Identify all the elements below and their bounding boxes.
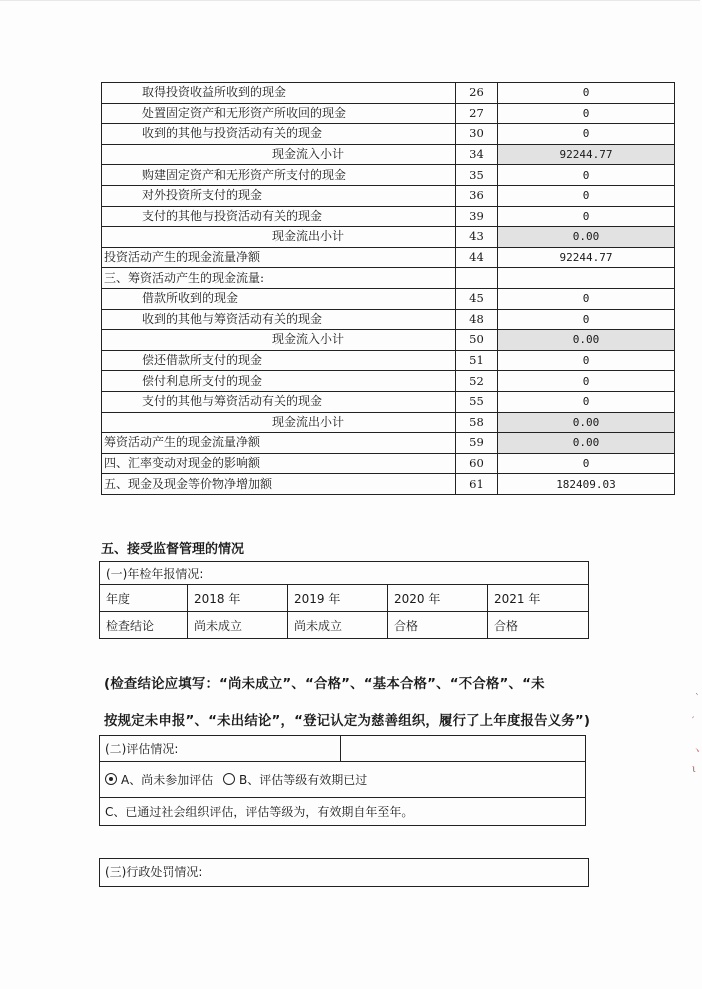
margin-mark: ′: [692, 716, 695, 727]
cash-flow-amount: [498, 268, 675, 289]
cash-flow-row: [102, 453, 675, 474]
cash-flow-item-label: 取得投资收益所收到的现金: [102, 83, 456, 104]
evaluation-options: [100, 762, 586, 798]
year-cell: 2020 年: [388, 585, 488, 612]
cash-flow-row-number: 59: [456, 433, 498, 454]
cash-flow-row: [102, 247, 675, 268]
result-cell: 合格: [388, 612, 488, 639]
cash-flow-amount: 182409.03: [498, 474, 675, 495]
cash-flow-amount: 0: [498, 288, 675, 309]
evaluation-heading: (二)评估情况:: [100, 736, 341, 762]
cash-flow-row-number: 48: [456, 309, 498, 330]
cash-flow-amount: 0: [498, 206, 675, 227]
result-label: 检查结论: [100, 612, 188, 639]
cash-flow-item-label: 对外投资所支付的现金: [102, 185, 456, 206]
cash-flow-item-label: 四、汇率变动对现金的影响额: [102, 453, 456, 474]
cash-flow-item-label: 支付的其他与投资活动有关的现金: [102, 206, 456, 227]
cash-flow-amount: 0: [498, 350, 675, 371]
cash-flow-table: [101, 82, 675, 495]
option-b-label: B、评估等级有效期已过: [239, 773, 368, 787]
annual-inspection-heading: (一)年检年报情况:: [100, 562, 589, 585]
cash-flow-row: [102, 350, 675, 371]
cash-flow-row-number: 61: [456, 474, 498, 495]
cash-flow-item-label: 偿付利息所支付的现金: [102, 371, 456, 392]
margin-mark: ｀: [692, 694, 702, 705]
cash-flow-amount: 0: [498, 371, 675, 392]
margin-mark: ι: [692, 764, 696, 775]
option-a-label: A、尚未参加评估: [121, 773, 214, 787]
cash-flow-row-number: 58: [456, 412, 498, 433]
cash-flow-row-number: 52: [456, 371, 498, 392]
cash-flow-amount: 0.00: [498, 227, 675, 248]
year-label: 年度: [100, 585, 188, 612]
cash-flow-item-label: 筹资活动产生的现金流量净额: [102, 433, 456, 454]
cash-flow-item-label: 现金流出小计: [102, 227, 456, 248]
cash-flow-row-number: 36: [456, 185, 498, 206]
cash-flow-row: [102, 268, 675, 289]
cash-flow-row: [102, 391, 675, 412]
cash-flow-item-label: 购建固定资产和无形资产所支付的现金: [102, 165, 456, 186]
cash-flow-amount: 0: [498, 83, 675, 104]
page-top-edge: [0, 0, 700, 1]
cash-flow-row: [102, 124, 675, 145]
result-cell: 合格: [488, 612, 589, 639]
cash-flow-amount: 0: [498, 103, 675, 124]
inspection-note-line-1: (检查结论应填写：“尚未成立”、“合格”、“基本合格”、“不合格”、“未: [104, 677, 545, 692]
cash-flow-amount: 0.00: [498, 330, 675, 351]
cash-flow-item-label: 偿还借款所支付的现金: [102, 350, 456, 371]
cash-flow-item-label: 借款所收到的现金: [102, 288, 456, 309]
cash-flow-row-number: 60: [456, 453, 498, 474]
cash-flow-row: [102, 165, 675, 186]
cash-flow-amount: 0: [498, 391, 675, 412]
cash-flow-row-number: 35: [456, 165, 498, 186]
cash-flow-row-number: 51: [456, 350, 498, 371]
cash-flow-row: [102, 330, 675, 351]
cash-flow-row: [102, 288, 675, 309]
cash-flow-amount: 92244.77: [498, 144, 675, 165]
penalty-heading: (三)行政处罚情况:: [105, 865, 203, 879]
cash-flow-row: [102, 206, 675, 227]
evaluation-option-c: C、已通过社会组织评估，评估等级为，有效期自年至年。: [100, 798, 586, 826]
cash-flow-row-number: 44: [456, 247, 498, 268]
cash-flow-row: [102, 83, 675, 104]
cash-flow-amount: 0: [498, 165, 675, 186]
cash-flow-amount: 0.00: [498, 412, 675, 433]
cash-flow-amount: 0: [498, 309, 675, 330]
cash-flow-row: [102, 103, 675, 124]
cash-flow-row: [102, 433, 675, 454]
supervision-section-title: 五、接受监督管理的情况: [101, 542, 245, 557]
cash-flow-row-number: 50: [456, 330, 498, 351]
cash-flow-row: [102, 474, 675, 495]
cash-flow-item-label: 处置固定资产和无形资产所收回的现金: [102, 103, 456, 124]
cash-flow-row-number: 43: [456, 227, 498, 248]
cash-flow-item-label: 收到的其他与投资活动有关的现金: [102, 124, 456, 145]
cash-flow-row: [102, 371, 675, 392]
cash-flow-item-label: 投资活动产生的现金流量净额: [102, 247, 456, 268]
cash-flow-item-label: 五、现金及现金等价物净增加额: [102, 474, 456, 495]
evaluation-blank-cell: [341, 736, 586, 762]
annual-inspection-table: [99, 561, 589, 639]
cash-flow-row: [102, 412, 675, 433]
cash-flow-item-label: 三、筹资活动产生的现金流量:: [102, 268, 456, 289]
year-cell: 2021 年: [488, 585, 589, 612]
cash-flow-row-number: 55: [456, 391, 498, 412]
cash-flow-table-body: [102, 83, 675, 495]
inspection-note-line-2: 按规定未申报”、“未出结论”，“登记认定为慈善组织，履行了上年度报告义务”): [104, 714, 591, 729]
cash-flow-row-number: 30: [456, 124, 498, 145]
cash-flow-item-label: 现金流出小计: [102, 412, 456, 433]
cash-flow-row-number: [456, 268, 498, 289]
margin-mark: ヽ: [692, 746, 702, 757]
year-cell: 2018 年: [188, 585, 288, 612]
cash-flow-row-number: 39: [456, 206, 498, 227]
cash-flow-row-number: 45: [456, 288, 498, 309]
cash-flow-amount: 92244.77: [498, 247, 675, 268]
year-cell: 2019 年: [288, 585, 388, 612]
cash-flow-row: [102, 227, 675, 248]
evaluation-table: [99, 735, 586, 826]
result-cell: 尚未成立: [288, 612, 388, 639]
cash-flow-amount: 0: [498, 453, 675, 474]
cash-flow-amount: 0.00: [498, 433, 675, 454]
cash-flow-item-label: 现金流入小计: [102, 144, 456, 165]
cash-flow-item-label: 支付的其他与筹资活动有关的现金: [102, 391, 456, 412]
radio-option-b-icon[interactable]: [223, 773, 235, 785]
cash-flow-row-number: 26: [456, 83, 498, 104]
cash-flow-row-number: 34: [456, 144, 498, 165]
cash-flow-item-label: 收到的其他与筹资活动有关的现金: [102, 309, 456, 330]
penalty-box: [99, 858, 589, 887]
cash-flow-amount: 0: [498, 124, 675, 145]
cash-flow-row: [102, 309, 675, 330]
cash-flow-item-label: 现金流入小计: [102, 330, 456, 351]
cash-flow-amount: 0: [498, 185, 675, 206]
cash-flow-row: [102, 144, 675, 165]
result-cell: 尚未成立: [188, 612, 288, 639]
cash-flow-row-number: 27: [456, 103, 498, 124]
cash-flow-row: [102, 185, 675, 206]
radio-option-a-icon[interactable]: [105, 773, 117, 785]
